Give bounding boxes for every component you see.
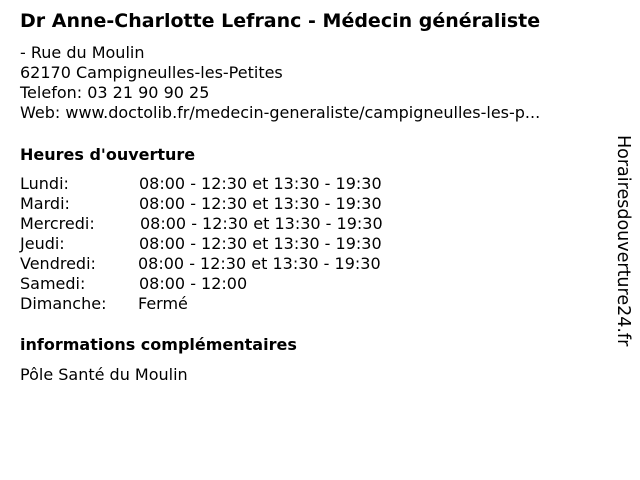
time-value: 08:00 - 12:00	[139, 274, 248, 293]
time-value: Fermé	[138, 294, 188, 313]
phone-number: Telefon: 03 21 90 90 25	[20, 83, 210, 102]
address-block	[20, 43, 540, 123]
day-label: Mercredi:	[20, 214, 95, 233]
additional-info-heading: informations complémentaires	[20, 335, 297, 354]
time-value: 08:00 - 12:30 et 13:30 - 19:30	[139, 234, 382, 253]
city-address: 62170 Campigneulles-les-Petites	[20, 63, 283, 82]
page-title: Dr Anne-Charlotte Lefranc - Médecin généraliste	[20, 10, 541, 32]
day-label: Vendredi:	[20, 254, 96, 273]
day-label: Jeudi:	[20, 234, 65, 253]
watermark-text: Horairesdouverture24.fr	[613, 135, 633, 347]
day-label: Lundi:	[20, 174, 69, 193]
website-link[interactable]: Web: www.doctolib.fr/medecin-generaliste/campigneulles-les-p...	[20, 103, 541, 122]
time-value: 08:00 - 12:30 et 13:30 - 19:30	[139, 174, 382, 193]
watermark	[612, 135, 634, 375]
street-address: - Rue du Moulin	[20, 43, 145, 62]
time-value: 08:00 - 12:30 et 13:30 - 19:30	[140, 214, 383, 233]
opening-hours-heading: Heures d'ouverture	[20, 145, 196, 164]
time-value: 08:00 - 12:30 et 13:30 - 19:30	[138, 254, 381, 273]
time-value: 08:00 - 12:30 et 13:30 - 19:30	[139, 194, 382, 213]
additional-info-text: Pôle Santé du Moulin	[20, 365, 188, 384]
day-label: Mardi:	[20, 194, 70, 213]
day-label: Samedi:	[20, 274, 86, 293]
day-label: Dimanche:	[20, 294, 107, 313]
